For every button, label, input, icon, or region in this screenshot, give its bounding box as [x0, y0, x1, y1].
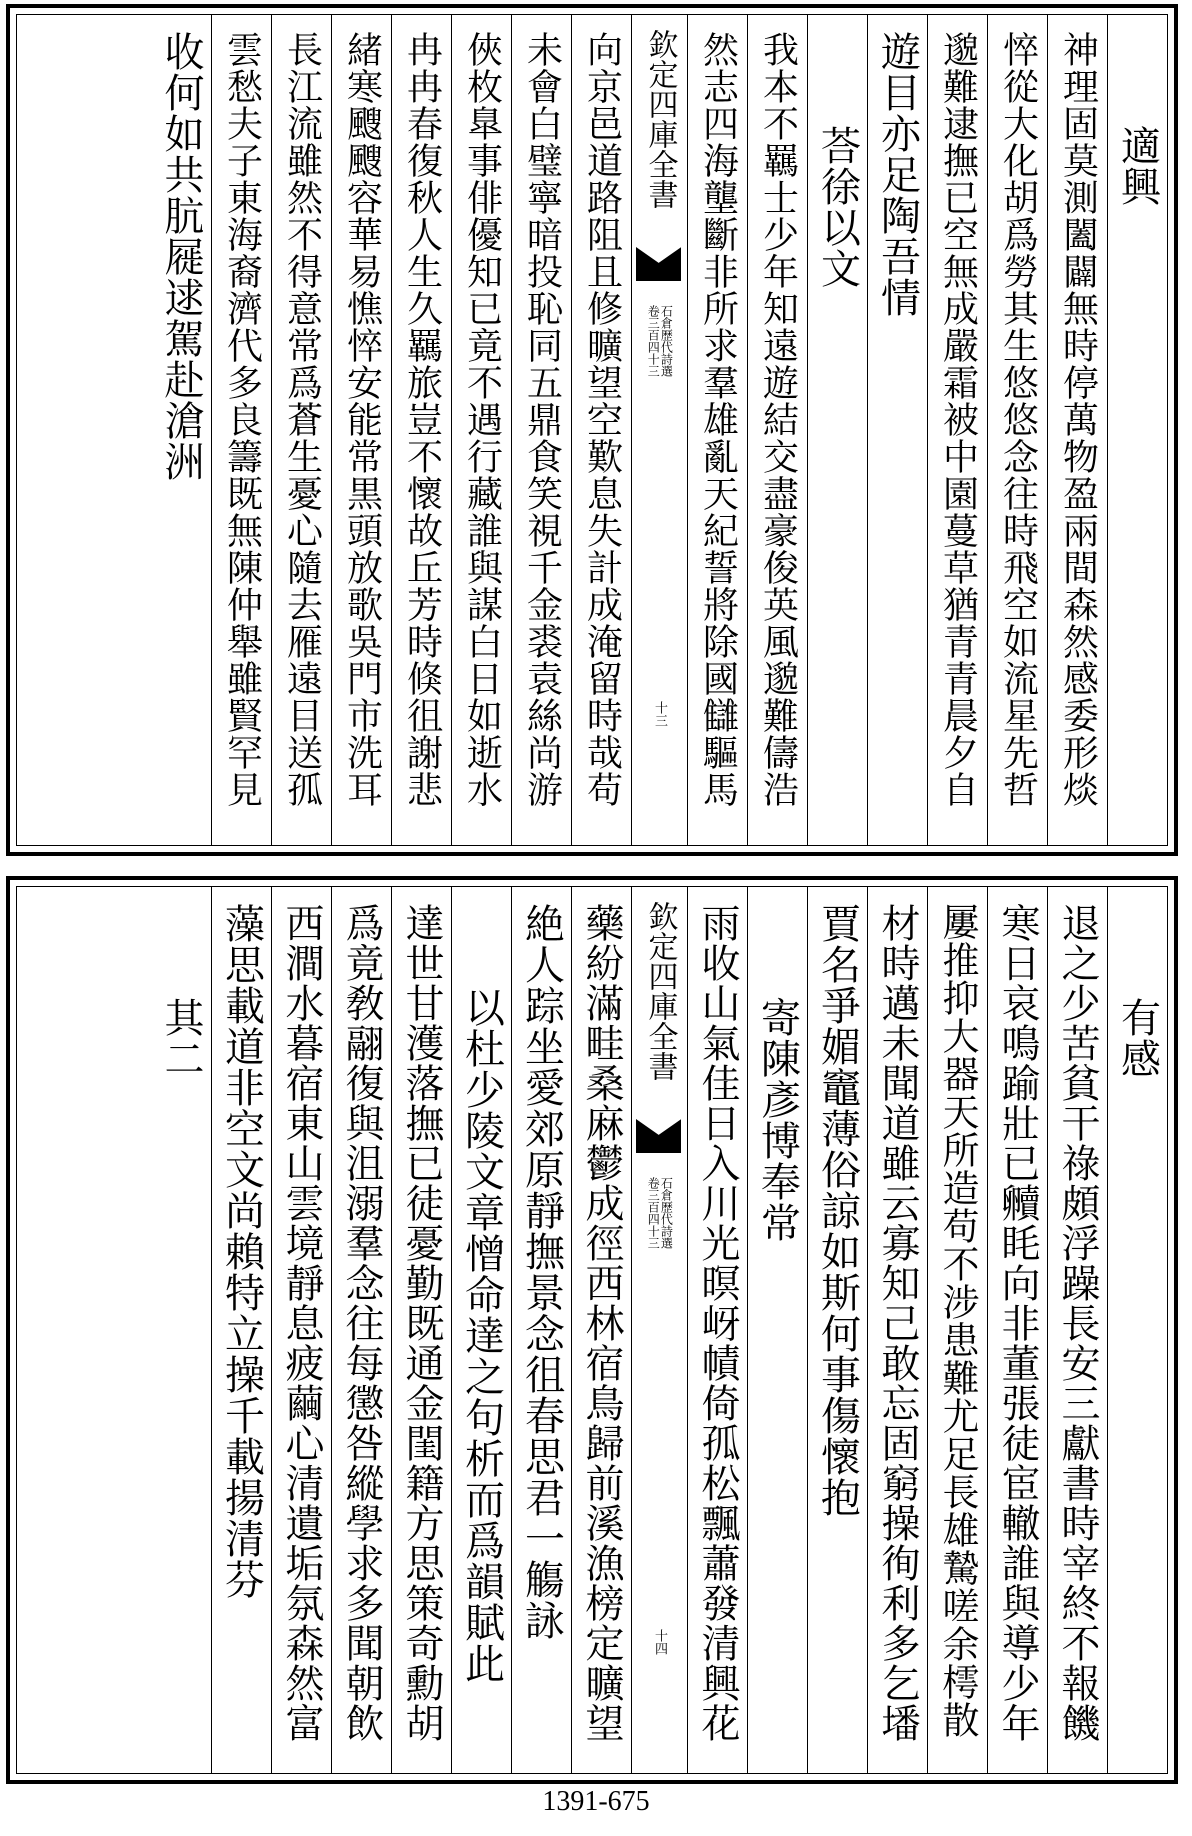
text-column — [211, 887, 271, 1773]
verse-line: 藥紛滿畦桑麻鬱成徑西林宿鳥歸前溪漁榜定曠望 — [579, 903, 624, 1743]
verse-line: 緒寒颼颼容華易憔悴安能常黒頭放歌吳門市洗耳 — [341, 31, 383, 808]
verse-line: 然志四海壟斷非所求羣雄亂天紀誓將除國讎驅馬 — [697, 31, 739, 808]
text-column — [571, 887, 631, 1773]
siku-quanshu-label: 欽定四庫全書 — [642, 29, 678, 209]
text-column — [687, 887, 747, 1773]
verse-line: 材時邁未聞道雖云寡知己敢忘固窮操徇利多乞墦 — [875, 903, 920, 1743]
poem-title: 荅徐以文 — [814, 125, 861, 289]
bottom-page — [6, 876, 1178, 1784]
verse-line: 絶人踪坐愛郊原靜撫景念徂春思君一觴詠 — [518, 903, 565, 1641]
siku-quanshu-label: 欽定四庫全書 — [642, 901, 678, 1081]
verse-line: 賈名爭媚竈薄俗諒如斯何事傷懷抱 — [814, 903, 861, 1518]
poem-title-column — [1107, 15, 1167, 845]
poem-title-column — [1107, 887, 1167, 1773]
juan-number: 卷三百四十三 — [646, 1177, 661, 1249]
page-reference: 1391-675 — [542, 1786, 650, 1817]
text-column — [331, 887, 391, 1773]
verse-line: 雲愁夫子東海裔濟代多良籌既無陳仲舉雖賢罕見 — [221, 31, 263, 808]
text-column — [571, 15, 631, 845]
verse-line: 我本不羈士少年知遠遊結交盡豪俊英風邈難儔浩 — [757, 31, 799, 808]
text-column — [271, 15, 331, 845]
poem-title: 適興 — [1114, 125, 1161, 207]
text-column — [987, 15, 1047, 845]
page-number: 十三 — [652, 701, 667, 727]
verse-line: 西澗水暮宿東山雲境靜息疲繭心清遺垢氛森然富 — [279, 903, 324, 1743]
book-title: 石倉歷代詩選 — [659, 1177, 674, 1249]
text-column — [747, 15, 807, 845]
juan-number: 卷三百四十三 — [646, 305, 661, 377]
bottom-page-frame — [16, 886, 1168, 1774]
verse-line: 達世甘濩落撫已徒憂勤既通金閨籍方思策奇勳胡 — [399, 903, 444, 1743]
verse-line: 長江流雖然不得意常爲蒼生憂心隨去雁遠目送孤 — [281, 31, 323, 808]
center-fold — [631, 887, 687, 1773]
fishtail-mark-icon — [636, 1119, 681, 1153]
text-column — [1047, 887, 1107, 1773]
verse-line: 冉冉春復秋人生久羈旅豈不懷故丘芳時倏徂謝悲 — [401, 31, 443, 808]
text-column — [867, 15, 927, 845]
verse-line: 屢推抑大器天所造苟不涉患難尤足長雄騺嗟余樗散 — [936, 903, 979, 1739]
top-page-frame — [16, 14, 1168, 846]
verse-line: 向京邑道路阻且修曠望空歎息失計成淹留時哉苟 — [581, 31, 623, 808]
verse-line: 遊目亦足陶吾情 — [874, 31, 921, 318]
text-column — [331, 15, 391, 845]
verse-line: 寒日哀鳴踰壯已贕眊向非董張徒宦轍誰與導少年 — [995, 903, 1040, 1743]
verse-line: 藻思載道非空文尚賴特立操千載揚清芬 — [218, 903, 265, 1600]
center-fold — [631, 15, 687, 845]
poem-title: 寄陳彥博奉常 — [754, 997, 801, 1243]
poem-title-column — [807, 15, 867, 845]
poem-title: 其二 — [158, 997, 204, 1079]
text-column — [987, 887, 1047, 1773]
poem-title: 有感 — [1114, 997, 1161, 1079]
text-column — [1047, 15, 1107, 845]
fishtail-mark-icon — [636, 247, 681, 281]
verse-line: 俠枚臯事俳優知已竟不遇行藏誰與謀白日如逝水 — [461, 31, 503, 808]
text-column — [211, 15, 271, 845]
bottom-columns — [17, 887, 1167, 1773]
preface-column — [451, 887, 511, 1773]
page-number: 十四 — [652, 1629, 667, 1655]
text-column — [511, 15, 571, 845]
verse-line: 雨收山氣佳日入川光暝岈幘倚孤松飄蕭發清興花 — [695, 903, 740, 1743]
text-column — [807, 887, 867, 1773]
verse-line: 退之少苦貧干祿頗浮躁長安三獻書時宰終不報饑 — [1055, 903, 1100, 1743]
poem-title-column — [151, 887, 211, 1773]
poem-title-column — [747, 887, 807, 1773]
verse-line: 收何如共肮屣逑駕赴滄洲 — [158, 31, 204, 482]
verse-line: 邈難逮撫已空無成嚴霜被中園蔓草猶青青晨夕自 — [937, 31, 979, 808]
text-column — [511, 887, 571, 1773]
text-column — [927, 887, 987, 1773]
text-column — [151, 15, 211, 845]
text-column — [391, 15, 451, 845]
text-column — [687, 15, 747, 845]
text-column — [271, 887, 331, 1773]
text-column — [391, 887, 451, 1773]
verse-line: 悴從大化胡爲勞其生悠悠念往時飛空如流星先哲 — [997, 31, 1039, 808]
text-column — [867, 887, 927, 1773]
verse-line: 未會白璧寧暗投恥同五鼎食笑視千金裘袁絲尚游 — [521, 31, 563, 808]
verse-line: 爲竟敎翮復與沮溺羣念往每懲咎縱學求多聞朝飲 — [339, 903, 384, 1743]
poem-preface: 以杜少陵文章憎命達之句析而爲韻賦此 — [458, 987, 505, 1684]
verse-line: 神理固莫測闔闢無時停萬物盈兩間森然感委形㷋 — [1057, 31, 1099, 808]
top-columns — [17, 15, 1167, 845]
text-column — [451, 15, 511, 845]
book-title: 石倉歷代詩選 — [659, 305, 674, 377]
text-column — [927, 15, 987, 845]
top-page — [6, 4, 1178, 856]
